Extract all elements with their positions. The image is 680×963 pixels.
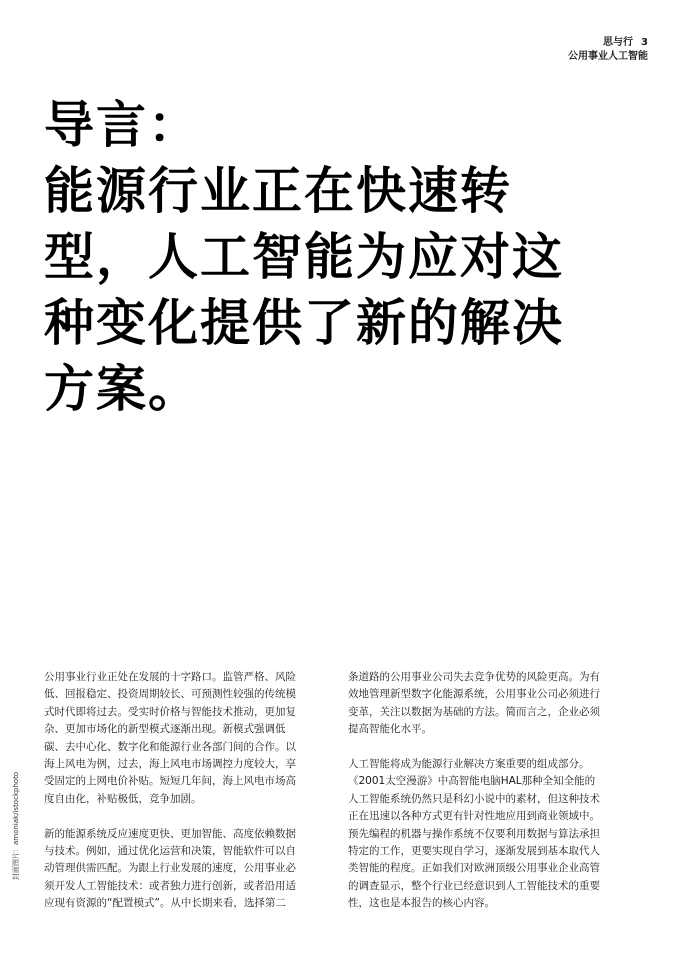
text-line: 新的能源系统反应速度更快、更加智能、高度依赖数据	[44, 827, 296, 840]
text-line: 公用事业行业正处在发展的十字路口。监管严格、风险	[44, 671, 296, 683]
body-paragraph	[348, 756, 640, 913]
text-line: 《2001太空漫游》中高智能电脑HAL那种全知全能的	[348, 775, 596, 788]
headline-line: 种变化提供了新的解决	[44, 294, 564, 352]
text-line: 特定的工作，更要实现自学习，逐渐发展到基本取代人	[348, 845, 600, 858]
running-head-subtitle: 公用事业人工智能	[568, 51, 648, 62]
text-line: 变革，关注以数据为基础的方法。简而言之，企业必须	[348, 705, 600, 718]
headline-line: 方案。	[44, 360, 200, 418]
body-paragraph	[44, 669, 336, 808]
body-column-left	[44, 669, 336, 930]
body-column-right	[348, 669, 640, 930]
body-paragraph	[44, 826, 336, 913]
headline-line: 能源行业正在快速转	[44, 162, 512, 220]
text-line: 条道路的公用事业公司失去竞争优势的风险更高。为有	[348, 671, 600, 683]
running-head	[568, 36, 648, 64]
text-line: 类智能的程度。正如我们对欧洲顶级公用事业企业高管	[348, 862, 600, 875]
headline-line: 型，人工智能为应对这	[44, 228, 564, 286]
running-head-top-row	[568, 36, 648, 50]
page-headline	[44, 92, 656, 422]
text-line: 预先编程的机器与操作系统不仅要利用数据与算法承担	[348, 827, 600, 840]
text-line: 提高智能化水平。	[348, 723, 432, 736]
text-line: 杂、更加市场化的新型模式逐渐出现。新模式强调低	[44, 723, 286, 736]
section-name: 思与行	[603, 37, 634, 48]
text-line: 与技术。例如，通过优化运营和决策，智能软件可以自	[44, 845, 296, 858]
text-line: 须开发人工智能技术：或者独力进行创新，或者沿用适	[44, 879, 296, 892]
text-line: 正在迅速以各种方式更有针对性地应用到商业领域中。	[348, 810, 600, 823]
page-number: 3	[641, 37, 648, 48]
headline-line: 导言：	[44, 96, 200, 154]
photo-credit: 封面图片：amoniak/istockphoto	[12, 771, 20, 880]
text-line: 人工智能将成为能源行业解决方案重要的组成部分。	[348, 758, 590, 771]
text-line: 受固定的上网电价补贴。短短几年间，海上风电市场高	[44, 775, 296, 788]
body-paragraph	[348, 669, 640, 739]
text-line: 的调查显示，整个行业已经意识到人工智能技术的重要	[348, 879, 600, 892]
text-line: 性，这也是本报告的核心内容。	[348, 897, 495, 910]
text-line: 度自由化，补贴极低，竞争加剧。	[44, 792, 202, 805]
text-line: 式时代即将过去。受实时价格与智能技术推动，更加复	[44, 705, 296, 718]
text-line: 海上风电为例，过去，海上风电市场调控力度较大，享	[44, 758, 296, 771]
text-line: 动管理供需匹配。为跟上行业发展的速度，公用事业必	[44, 862, 296, 875]
text-line: 应现有资源的“配置模式”。从中长期来看，选择第二	[44, 897, 286, 910]
text-line: 效地管理新型数字化能源系统，公用事业公司必须进行	[348, 688, 600, 701]
text-line: 人工智能系统仍然只是科幻小说中的素材，但这种技术	[348, 792, 600, 805]
text-line: 碳、去中心化、数字化和能源行业各部门间的合作。以	[44, 740, 296, 753]
text-line: 低、回报稳定、投资周期较长、可预测性较强的传统模	[44, 688, 296, 701]
